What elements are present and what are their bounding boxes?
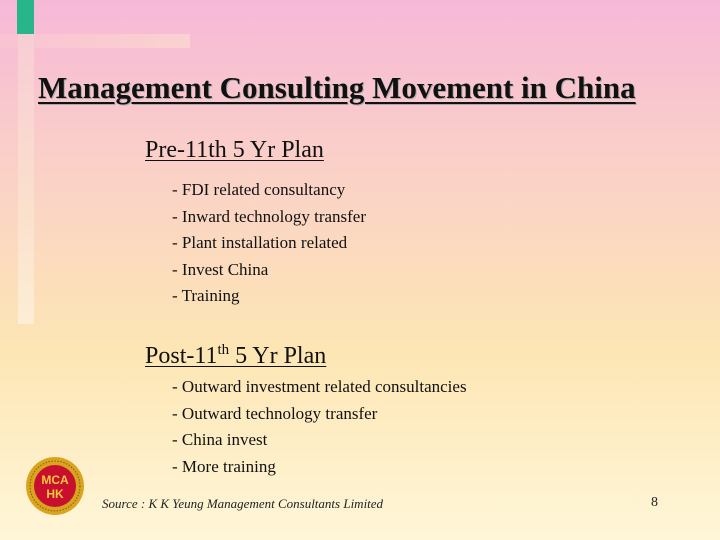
heading-superscript: th xyxy=(217,342,230,358)
section-heading-post-11th xyxy=(145,342,326,370)
list-item: - Training xyxy=(172,286,240,305)
list-item: - Invest China xyxy=(172,259,269,279)
post-11th-list xyxy=(172,374,467,480)
list-item: - FDI related consultancy xyxy=(172,180,346,199)
pre-11th-list xyxy=(172,177,366,310)
source-caption: Source : K K Yeung Management Consultants Limited xyxy=(102,496,384,511)
heading-suffix: 5 Yr Plan xyxy=(229,343,327,369)
list-item: - China invest xyxy=(172,430,268,449)
list-item: - Outward investment related consultancies xyxy=(172,377,467,396)
decorative-green-bar xyxy=(17,0,34,34)
heading-text: Pre-11th 5 Yr Plan xyxy=(145,137,324,163)
list-item: - More training xyxy=(172,456,276,476)
logo-text-line1: MCA xyxy=(41,473,69,487)
section-heading-pre-11th xyxy=(145,137,324,164)
list-item: - Outward technology transfer xyxy=(172,403,378,423)
heading-prefix: Post-11 xyxy=(145,343,218,369)
logo-text-line2: HK xyxy=(46,487,64,501)
mca-hk-logo xyxy=(25,456,85,516)
decorative-vertical-band xyxy=(18,34,34,324)
list-item: - Plant installation related xyxy=(172,233,348,252)
list-item: - Inward technology transfer xyxy=(172,206,367,226)
slide-title: Management Consulting Movement in China xyxy=(38,70,636,105)
page-number: 8 xyxy=(651,495,658,510)
